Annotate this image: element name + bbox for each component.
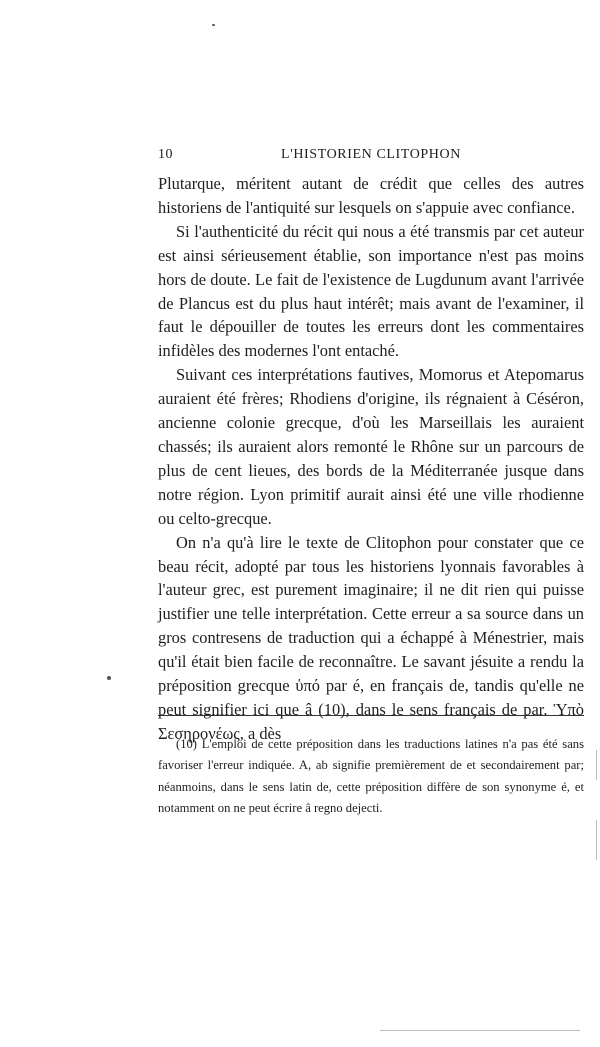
paragraph-2: Si l'authenticité du récit qui nous a été transmis par cet auteur est ainsi sérieusement établie, son importance n'est pas moins hors de doute. Le fait de l'existence de Lugdunum avant l'arrivée de Plancus est du plus haut intérêt; mais avant de l'examiner, il faut le dépouiller de toutes les erreurs dont les commentaires infidèles des modernes l'ont entaché. <box>158 221 584 361</box>
footnote <box>158 734 584 819</box>
running-head <box>158 147 584 167</box>
scan-edge-mark <box>596 820 597 860</box>
scan-speck <box>212 24 215 26</box>
paragraph-3: Suivant ces interprétations fautives, Momorus et Atepomarus auraient été frères; Rhodiens d'origine, ils régnaient à Céséron, ancienne colonie grecque, d'où les Marseillais les auraient chassés; ils auraient alors remonté le Rhône sur un parcours de plus de cent lieues, des bords de la Méditerranée jusque dans notre région. Lyon primitif aurait ainsi été une ville rhodienne ou celto-grecque. <box>158 365 584 528</box>
footnote-10: (10) L'emploi de cette préposition dans les traductions latines n'a pas été sans favoriser l'erreur indiquée. A, ab signifie premièrement de et secondairement par; néanmoins, dans le sens latin de, cette préposition diffère de son synonyme é, et notamment on ne peut écrire â regno dejecti. <box>158 737 584 815</box>
scan-edge-mark <box>380 1030 580 1031</box>
body-text <box>158 172 584 746</box>
running-title: L'HISTORIEN CLITOPHON <box>281 147 461 162</box>
scan-speck <box>107 676 111 680</box>
scan-edge-mark <box>596 750 597 780</box>
page-number: 10 <box>158 147 173 162</box>
footnote-rule <box>158 715 584 716</box>
paragraph-4: On n'a qu'à lire le texte de Clitophon pour constater que ce beau récit, adopté par tous les historiens lyonnais favorables à l'auteur grec, est purement imaginaire; il ne dit rien qui puisse justifier une telle interprétation. Cette erreur a sa source dans un gros contresens de traduction qui a échappé à Ménestrier, mais qu'il était bien facile de reconnaître. Le savant jésuite a rendu la préposition grecque ὑπό par é, en français de, tandis qu'elle ne peut signifier ici que â (10), dans le sens français de par. Ὑπὸ Σεσηρονέως, a dès <box>158 532 584 743</box>
paragraph-1: Plutarque, méritent autant de crédit que celles des autres historiens de l'antiquité sur lesquels on s'appuie avec confiance. <box>158 174 584 217</box>
